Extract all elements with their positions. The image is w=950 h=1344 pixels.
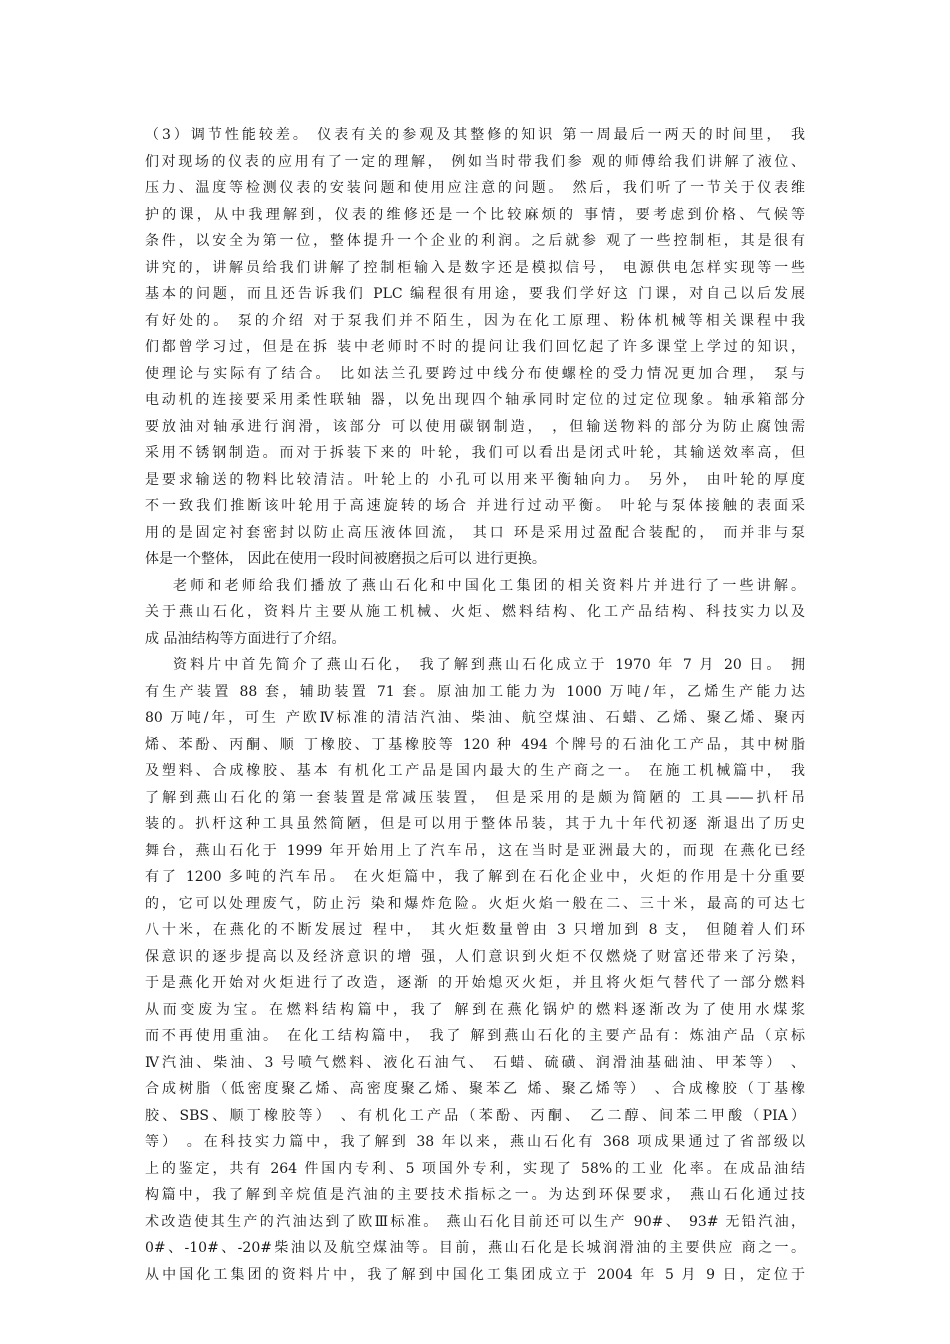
text-line: 采用不锈钢制造。而对于拆装下来的 叶轮，我们可以看出是闭式叶轮，其输送效率高，但	[145, 445, 805, 461]
text-line: 从而变废为宝。在燃料结构篇中，我了 解到在燕化锅炉的燃料逐渐改为了使用水煤浆	[145, 1001, 805, 1018]
text-line: 是要求输送的物料比较清洁。叶轮上的 小孔可以用来平衡轴向力。 另外， 由叶轮的厚度	[145, 471, 805, 488]
text-line: 不一致我们推断该叶轮用于高速旋转的场合 并进行过动平衡。 叶轮与泵体接触的表面采	[145, 498, 805, 514]
text-line: 构篇中，我了解到辛烷值是汽油的主要技术指标之一。为达到环保要求， 燕山石化通过技	[145, 1187, 805, 1203]
text-line: 保意识的逐步提高以及经济意识的增 强，人们意识到火炬不仅燃烧了财富还带来了污染，	[145, 948, 805, 965]
text-line: 八十米，在燕化的不断发展过 程中， 其火炬数量曾由 3 只增加到 8 支， 但随着人们环	[145, 922, 805, 938]
text-line: 80 万吨/年，可生 产欧Ⅳ标准的清洁汽油、柴油、航空煤油、石蜡、乙烯、聚乙烯、聚丙	[145, 710, 805, 726]
text-line: Ⅳ汽油、柴油、3 号喷气燃料、液化石油气、 石蜡、硫磺、润滑油基础油、甲苯等） 、	[145, 1054, 805, 1071]
text-line: 从中国化工集团的资料片中，我了解到中国化工集团成立于 2004 年 5 月 9 日，定位于	[145, 1266, 805, 1283]
text-line: 电动机的连接要采用柔性联轴 器，以免出现四个轴承同时定位的过定位现象。轴承箱部分	[145, 392, 805, 408]
text-line: 合成树脂（低密度聚乙烯、高密度聚乙烯、聚苯乙 烯、聚乙烯等） 、合成橡胶（丁基橡	[145, 1081, 805, 1097]
text-line: 等） 。在科技实力篇中，我了解到 38 年以来，燕山石化有 368 项成果通过了省部级以	[145, 1134, 805, 1150]
text-line: 了解到燕山石化的第一套装置是常减压装置， 但是采用的是颇为简陋的 工具——扒杆吊	[145, 789, 805, 806]
text-line: 成 品油结构等方面进行了介绍。	[145, 630, 346, 647]
text-line: 条件，以安全为第一位，整体提升一个企业的利润。之后就参 观了一些控制柜，其是很有	[145, 233, 805, 249]
text-line: 上的鉴定，共有 264 件国内专利、5 项国外专利，实现了 58%的工业 化率。在成品油结	[145, 1160, 805, 1177]
text-line: 0#、-10#、-20#柴油以及航空煤油等。目前，燕山石化是长城润滑油的主要供应 商之一。	[145, 1240, 805, 1256]
text-line: 老师和老师给我们播放了燕山石化和中国化工集团的相关资料片并进行了一些讲解。	[173, 577, 805, 594]
text-line: 舞台，燕山石化于 1999 年开始用上了汽车吊，这在当时是亚洲最大的，而现 在燕化已经	[145, 842, 805, 859]
text-line: 们都曾学习过，但是在拆 装中老师时不时的提问让我们回忆起了许多课堂上学过的知识，	[145, 339, 805, 355]
text-line: 们对现场的仪表的应用有了一定的理解， 例如当时带我们参 观的师傅给我们讲解了液位、	[145, 153, 805, 170]
document-page	[145, 122, 805, 1288]
text-line: 烯、苯酚、丙酮、顺 丁橡胶、丁基橡胶等 120 种 494 个牌号的石油化工产品，其中树脂	[145, 736, 805, 753]
text-line: 于是燕化开始对火炬进行了改造，逐渐 的开始熄灭火炬，并且将火炬气替代了一部分燃料	[145, 975, 805, 991]
text-line: 护的课，从中我理解到，仪表的维修还是一个比较麻烦的 事情，要考虑到价格、气候等	[145, 206, 805, 223]
text-line: 及塑料、合成橡胶、基本 有机化工产品是国内最大的生产商之一。 在施工机械篇中， 我	[145, 763, 805, 779]
text-line: 的，它可以处理废气，防止污 染和爆炸危险。火炬火焰一般在二、三十米，最高的可达七	[145, 895, 805, 912]
text-line: 资料片中首先简介了燕山石化， 我了解到燕山石化成立于 1970 年 7 月 20 日。 拥	[173, 657, 805, 673]
text-line: 有生产装置 88 套，辅助装置 71 套。原油加工能力为 1000 万吨/年，乙烯生产能力达	[145, 683, 805, 700]
text-line: 体是一个整体， 因此在使用一段时间被磨损之后可以 进行更换。	[145, 551, 546, 567]
text-line: 关于燕山石化，资料片主要从施工机械、火炬、燃料结构、化工产品结构、科技实力以及	[145, 604, 805, 620]
text-line: 讲究的，讲解员给我们讲解了控制柜输入是数字还是模拟信号， 电源供电怎样实现等一些	[145, 259, 805, 276]
text-line: 压力、温度等检测仪表的安装问题和使用应注意的问题。 然后，我们听了一节关于仪表维	[145, 180, 805, 196]
text-line: 胶、SBS、顺丁橡胶等） 、有机化工产品（苯酚、丙酮、 乙二醇、间苯二甲酸（PIA）	[145, 1107, 805, 1124]
text-line: 有了 1200 多吨的汽车吊。 在火炬篇中，我了解到在石化企业中，火炬的作用是十分重要	[145, 869, 805, 885]
text-line: 用的是固定衬套密封以防止高压液体回流， 其口 环是采用过盈配合装配的， 而并非与泵	[145, 524, 805, 541]
text-line: 要放油对轴承进行润滑，该部分 可以使用碳钢制造， ，但输送物料的部分为防止腐蚀需	[145, 418, 805, 435]
text-line: 装的。扒杆这种工具虽然简陋，但是可以用于整体吊装，其于九十年代初逐 渐退出了历史	[145, 816, 805, 832]
text-line: （3）调节性能较差。 仪表有关的参观及其整修的知识 第一周最后一两天的时间里， 我	[145, 127, 805, 143]
text-line: 有好处的。 泵的介绍 对于泵我们并不陌生，因为在化工原理、粉体机械等相关课程中我	[145, 312, 805, 329]
text-line: 术改造使其生产的汽油达到了欧Ⅲ标准。 燕山石化目前还可以生产 90#、 93# 无铅汽油，	[145, 1213, 805, 1230]
text-line: 而不再使用重油。 在化工结构篇中， 我了 解到燕山石化的主要产品有：炼油产品（京标	[145, 1028, 805, 1044]
text-line: 基本的问题，而且还告诉我们 PLC 编程很有用途，要我们学好这 门课，对自己以后发展	[145, 286, 805, 302]
text-line: 使理论与实际有了结合。 比如法兰孔要跨过中线分布使螺栓的受力情况更加合理， 泵与	[145, 365, 805, 382]
